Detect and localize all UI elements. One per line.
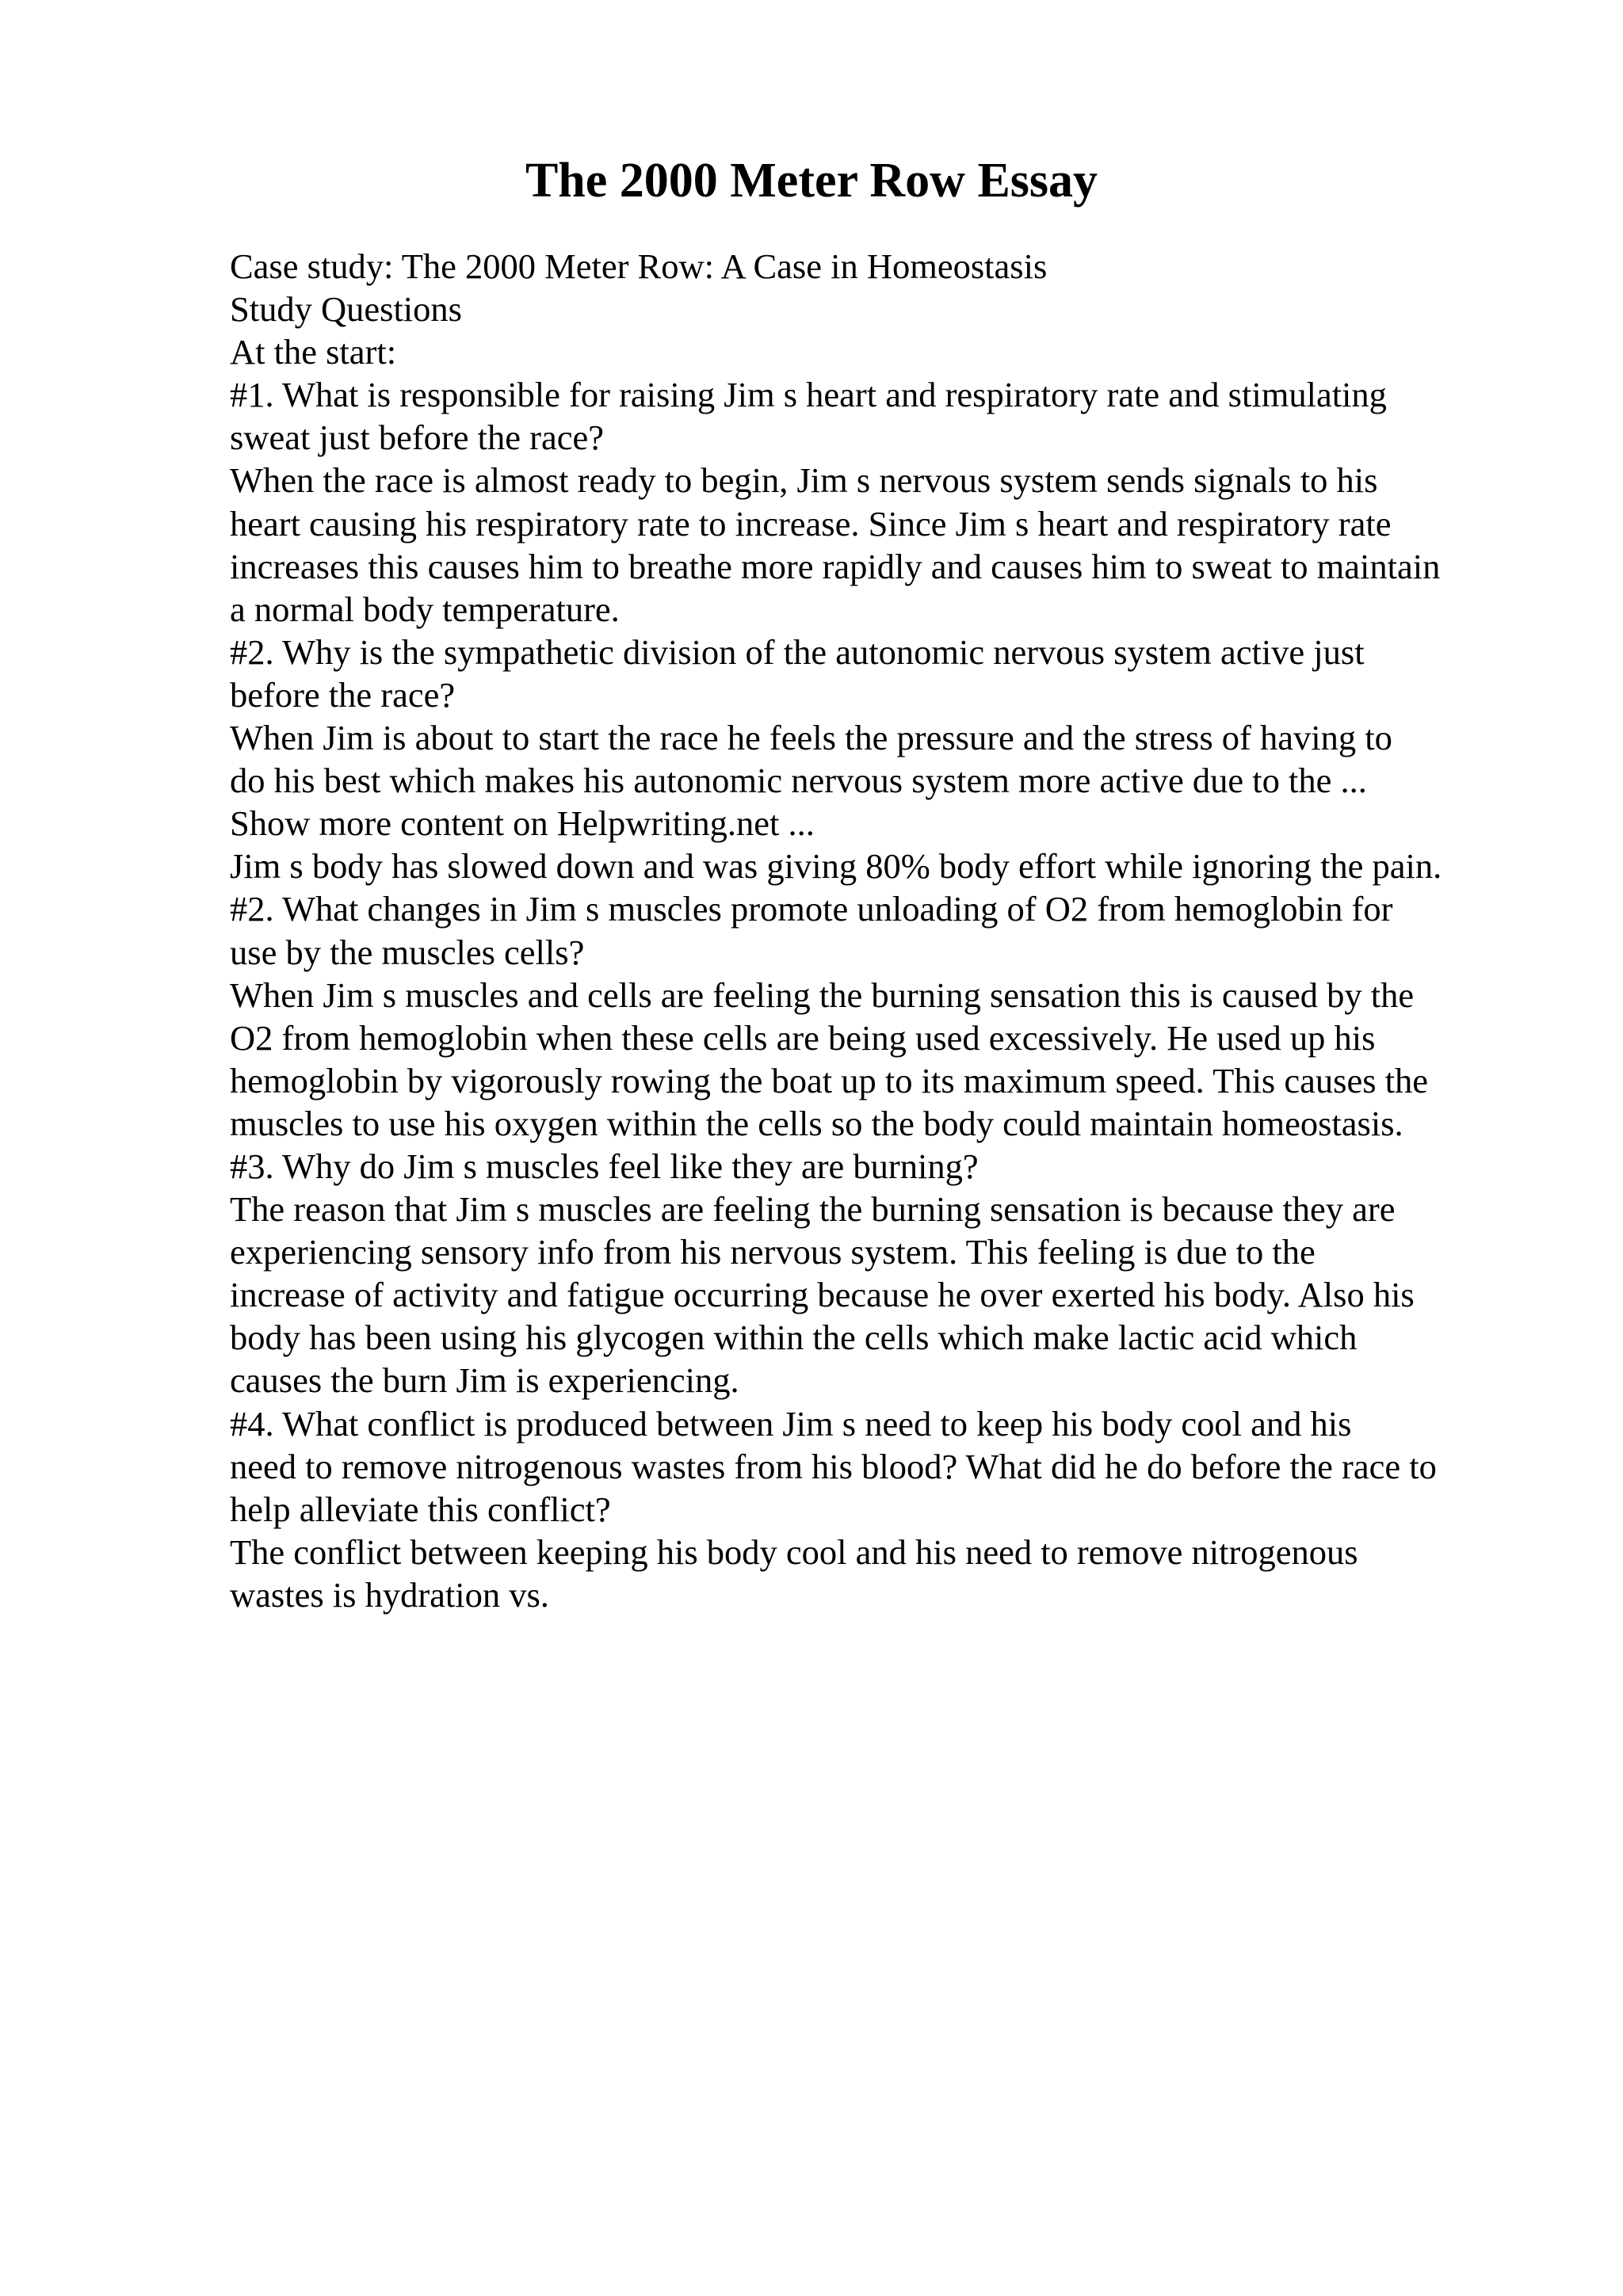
document-body — [230, 245, 1514, 1616]
body-line: Jim s body has slowed down and was giving 80% body effort while ignoring the pain. — [230, 846, 1442, 887]
body-line: increase of activity and fatigue occurring because he over exerted his body. Also his — [230, 1275, 1415, 1315]
body-line: #4. What conflict is produced between Jim s need to keep his body cool and his — [230, 1403, 1352, 1444]
body-line: body has been using his glycogen within the cells which make lactic acid which — [230, 1318, 1358, 1358]
body-line: causes the burn Jim is experiencing. — [230, 1360, 739, 1401]
body-line: increases this causes him to breathe more rapidly and causes him to sweat to maintain — [230, 546, 1441, 586]
body-line: When Jim is about to start the race he feels the pressure and the stress of having to — [230, 718, 1392, 758]
body-line: use by the muscles cells? — [230, 932, 585, 972]
body-line: #1. What is responsible for raising Jim s heart and respiratory rate and stimulating — [230, 375, 1387, 415]
body-line: help alleviate this conflict? — [230, 1489, 611, 1529]
body-line: Study Questions — [230, 289, 462, 330]
body-line: O2 from hemoglobin when these cells are being used excessively. He used up his — [230, 1017, 1376, 1058]
body-line: before the race? — [230, 674, 456, 715]
body-line: heart causing his respiratory rate to increase. Since Jim s heart and respiratory rate — [230, 503, 1392, 543]
body-line: Case study: The 2000 Meter Row: A Case in Homeostasis — [230, 246, 1048, 286]
body-line: do his best which makes his autonomic nervous system more active due to the ... — [230, 761, 1367, 801]
body-line: #3. Why do Jim s muscles feel like they are burning? — [230, 1146, 979, 1186]
body-line: The conflict between keeping his body cool and his need to remove nitrogenous — [230, 1531, 1358, 1572]
body-line: At the start: — [230, 332, 397, 372]
body-line: hemoglobin by vigorously rowing the boat up to its maximum speed. This causes the — [230, 1060, 1429, 1100]
body-line: experiencing sensory info from his nervous system. This feeling is due to the — [230, 1232, 1316, 1272]
body-line: sweat just before the race? — [230, 418, 604, 458]
body-line: When the race is almost ready to begin, Jim s nervous system sends signals to his — [230, 460, 1378, 501]
body-line: #2. What changes in Jim s muscles promote unloading of O2 from hemoglobin for — [230, 889, 1393, 929]
body-line: muscles to use his oxygen within the cells so the body could maintain homeostasis. — [230, 1103, 1403, 1143]
body-line: The reason that Jim s muscles are feeling the burning sensation is because they are — [230, 1189, 1396, 1230]
body-line: Show more content on Helpwriting.net ... — [230, 803, 815, 844]
body-line: need to remove nitrogenous wastes from his blood? What did he do before the race to — [230, 1446, 1437, 1486]
body-line: wastes is hydration vs. — [230, 1574, 549, 1615]
body-line: When Jim s muscles and cells are feeling the burning sensation this is caused by the — [230, 974, 1415, 1015]
body-line: a normal body temperature. — [230, 589, 620, 629]
document-title: The 2000 Meter Row Essay — [525, 154, 1098, 208]
body-line: #2. Why is the sympathetic division of the autonomic nervous system active just — [230, 631, 1365, 672]
